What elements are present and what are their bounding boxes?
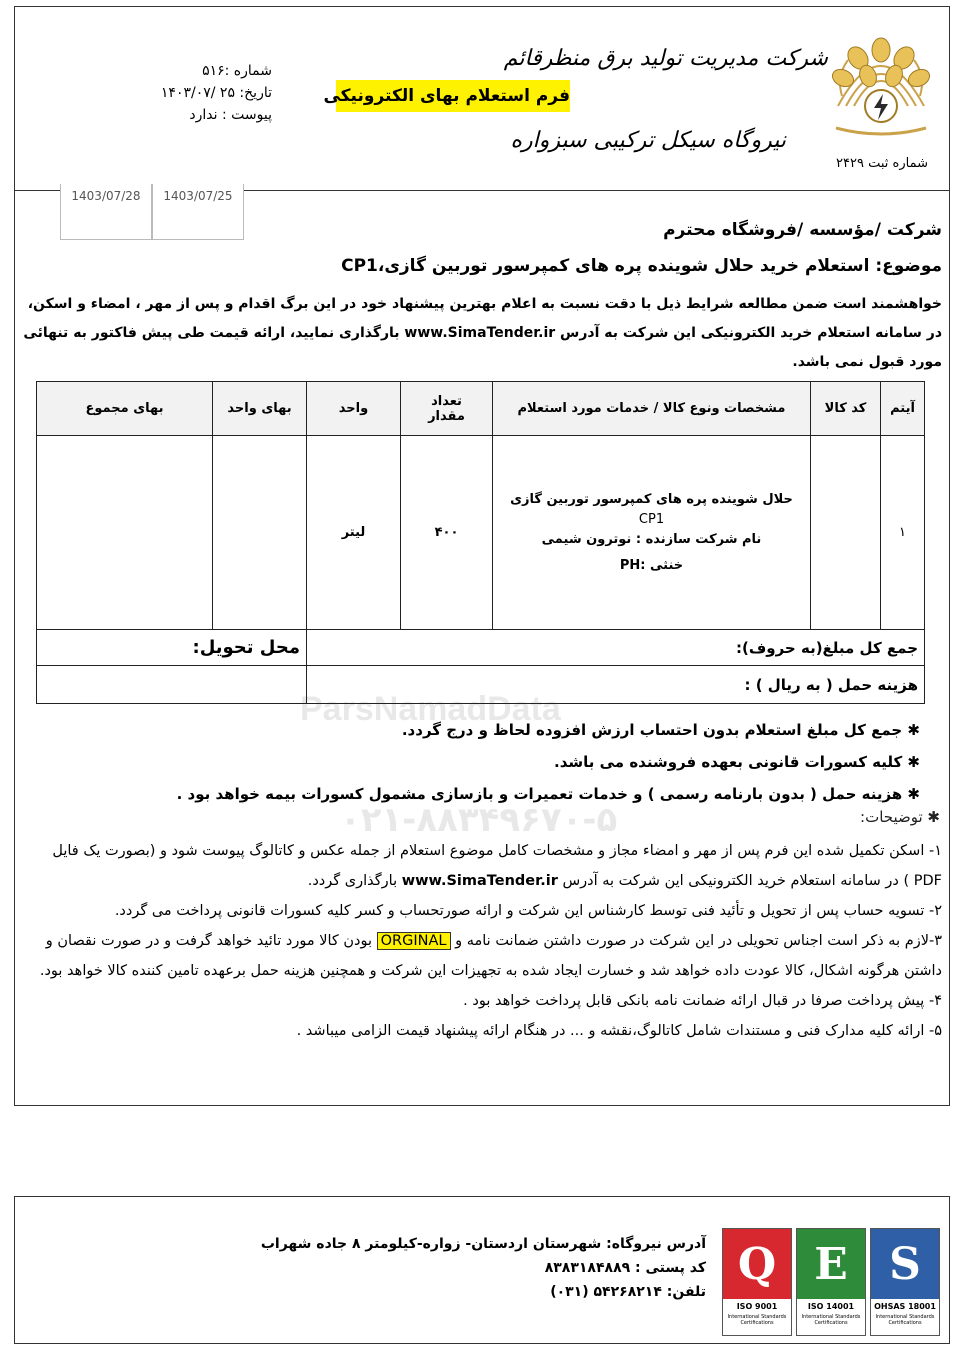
spec-model: CP1 (638, 511, 665, 527)
notes-list (22, 836, 942, 1046)
condition-item: ✱ کلیه کسورات قانونی بعهده فروشنده می باشد. (554, 753, 920, 771)
greeting: شرکت /مؤسسه /فروشگاه محترم (663, 220, 942, 240)
spec-ph: خنثی :PH (619, 557, 684, 573)
shipping-row (37, 666, 925, 704)
spec-title: حلال شوینده پره های کمپرسور توربین گازی (510, 491, 793, 507)
company-logo (828, 36, 934, 142)
ohsas-18001-logo: S OHSAS 18001 International Standards Certifications (870, 1228, 940, 1336)
header-item: آیتم (881, 382, 925, 436)
cell-code (811, 436, 881, 630)
intro-text-1: خواهشمند است ضمن مطالعه شرایط ذیل با دقت نسبت به اعلام بهترین پیشنهاد خود در این برگ اقدام و پس از مهر ، امضاء و اسکن، در سامانه استعلام خرید الکترونیکی این شرکت به آدرس (27, 296, 942, 341)
cell-qty: ۴۰۰ (401, 436, 493, 630)
note-2: ۲- تسویه حساب پس از تحویل و تأئید فنی توسط کارشناس این شرکت و ارائه صورتحساب و کسر کلیه کسورات قانونی پرداخت می گردد. (114, 903, 942, 919)
q-icon: Q (723, 1229, 791, 1299)
intro-text-2: بارگذاری نمایید، ارائه قیمت طی پیش فاکتور به تنهائی مورد قبول نمی باشد. (23, 325, 942, 370)
subject: موضوع: استعلام خرید حلال شوینده پره های کمپرسور توربین گازی،CP1 (341, 256, 942, 276)
table-row (37, 436, 925, 630)
date-stamp-1: 1403/07/25 (152, 184, 244, 240)
original-highlight: ORGINAL (377, 932, 451, 950)
conditions-list (177, 714, 920, 810)
note-4: ۴- پیش پرداخت صرفا در قبال ارائه ضمانت نامه بانکی قابل پرداخت خواهد بود . (463, 993, 942, 1009)
date-stamp-2: 1403/07/28 (60, 184, 152, 240)
phone-number: تلفن: ۵۴۲۶۸۲۱۴ (۰۳۱) (550, 1284, 706, 1300)
form-title: فرم استعلام بهای الکترونیکی (336, 80, 570, 112)
document-meta (161, 60, 272, 126)
header-qty (401, 382, 493, 436)
iso-14001-logo: E ISO 14001 International Standards Certifications (796, 1228, 866, 1336)
address-line: آدرس نیروگاه: شهرستان اردستان- زواره-کیلومتر ۸ جاده شهراب (260, 1236, 706, 1252)
letter-date: تاریخ: ۲۵ /۱۴۰۳/۰۷ (160, 85, 272, 101)
note-1: ۱- اسکن تکمیل شده این فرم پس از مهر و امضاء مجاز و مشخصات کامل موضوع استعلام از جمله عکس و کاتالوگ پیوست شود و (بصورت یک فایل PDF ) در سامانه استعلام خرید الکترونیکی این شرکت به آدرس www.SimaTender.ir بارگذاری گردد. (52, 843, 942, 889)
total-row (37, 630, 925, 666)
intro-paragraph (22, 290, 942, 377)
header-unit: واحد (307, 382, 401, 436)
registration-number: شماره ثبت ۲۴۲۹ (836, 156, 928, 171)
condition-item: ✱ هزینه حمل ( بدون بارنامه رسمی ) و خدمات تعمیرات و بازسازی مشمول کسورات بیمه خواهد بود . (176, 785, 920, 803)
s-icon: S (871, 1229, 939, 1299)
delivery-label: محل تحویل: (37, 630, 307, 666)
plant-name: نیروگاه سیکل ترکیبی سبزواره (510, 128, 786, 153)
company-name: شرکت مدیریت تولید برق منظرقائم (503, 46, 828, 71)
watermark-brand: ParsNamadData (300, 690, 561, 728)
cell-item: ۱ (881, 436, 925, 630)
shipping-label: هزینه حمل ( به ریال ) : (307, 666, 925, 704)
header-code: کد کالا (811, 382, 881, 436)
letter-number: شماره :۵۱۶ (202, 63, 272, 79)
letter-attachment: پیوست : ندارد (189, 107, 272, 123)
cell-spec (493, 436, 811, 630)
header-qty-line2: مقدار (428, 408, 465, 424)
cell-unit: لیتر (307, 436, 401, 630)
notes-title: ✱ توضیحات: (860, 808, 940, 826)
inquiry-table (36, 381, 925, 704)
watermark-phone: ۰۲۱-۸۸۳۴۹۶۷۰-۵ (340, 800, 618, 840)
shipping-value[interactable] (37, 666, 307, 704)
tender-url[interactable]: www.SimaTender.ir (404, 325, 556, 341)
note-url[interactable]: www.SimaTender.ir (401, 873, 558, 889)
header-qty-line1: تعداد (431, 393, 462, 409)
iso-9001-logo: Q ISO 9001 International Standards Certifications (722, 1228, 792, 1336)
header-spec: مشخصات ونوع کالا / خدمات مورد استعلام (493, 382, 811, 436)
note-3: ۳-لازم به ذکر است اجناس تحویلی در این شرکت در صورت داشتن ضمانت نامه و ORGINAL بودن کالا مورد تائید خواهد گرفت و در صورت نقصان و داشتن هرگونه اشکال، کالا عودت داده خواهد شد و خسارت ایجاد شده به تجهیزات این شرکت و همچنین هزینه حمل برعهده تامین کننده کالا خواهد بود. (39, 933, 942, 979)
header-unit-price: بهای واحد (213, 382, 307, 436)
total-label: جمع کل مبلغ(به حروف): (307, 630, 925, 666)
cell-total-price[interactable] (37, 436, 213, 630)
spec-manufacturer: نام شرکت سازنده : نوترون شیمی (541, 531, 762, 547)
e-icon: E (797, 1229, 865, 1299)
cell-unit-price[interactable] (213, 436, 307, 630)
header-total-price: بهای مجموع (37, 382, 213, 436)
postal-code: کد پستی : ۸۳۸۳۱۸۴۸۸۹ (544, 1260, 706, 1276)
note-5: ۵- ارائه کلیه مدارک فنی و مستندات شامل کاتالوگ،نقشه و ... در هنگام ارائه پیشنهاد قیمت الزامی میباشد . (296, 1023, 942, 1039)
table-header-row (37, 382, 925, 436)
plant-address (261, 1232, 706, 1304)
condition-item: ✱ جمع کل مبلغ استعلام بدون احتساب ارزش افزوده لحاظ و درج گردد. (401, 721, 920, 739)
